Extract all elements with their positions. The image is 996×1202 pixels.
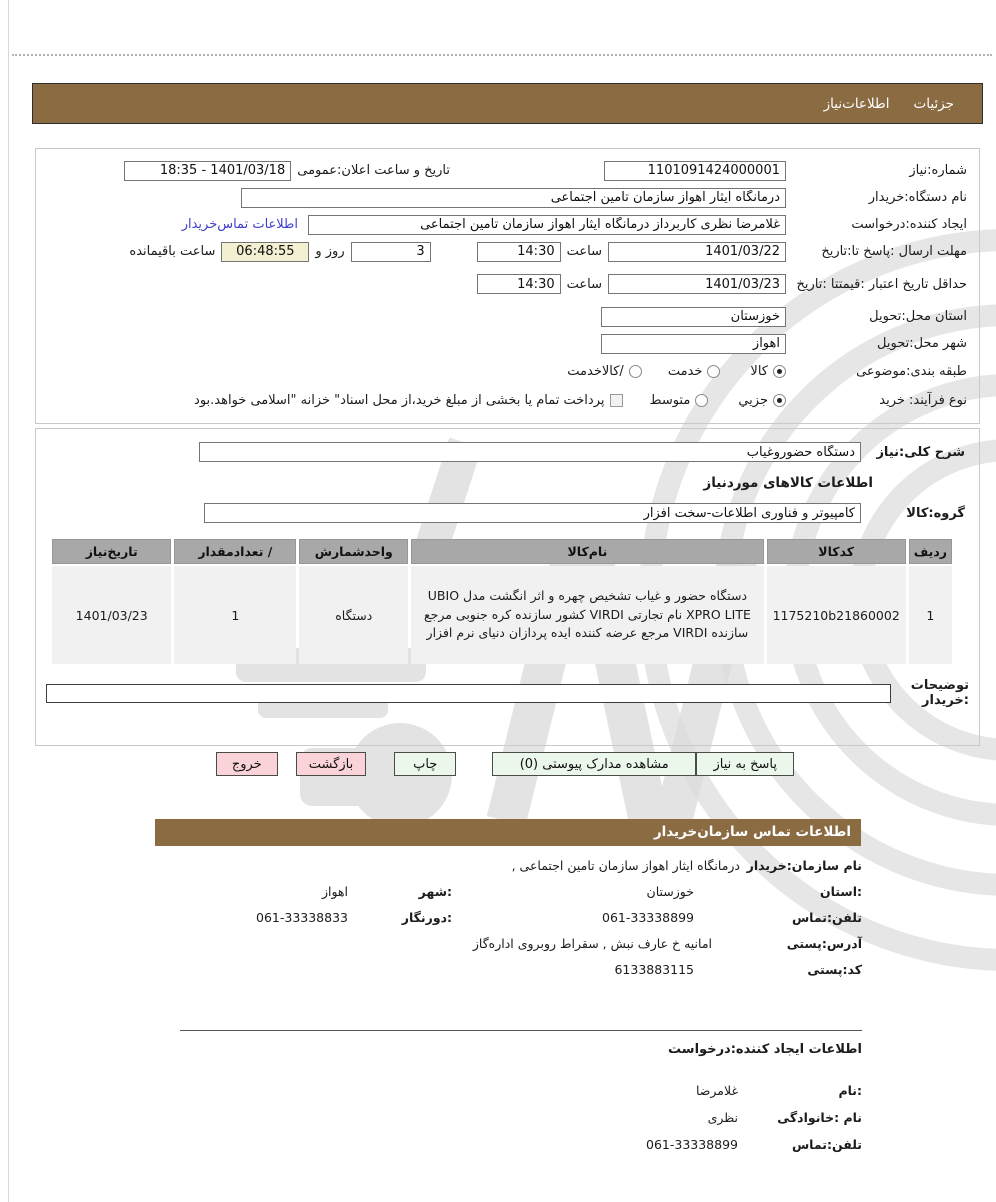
cell-quantity: 1 [174, 566, 296, 664]
reply-deadline-label: مهلت ارسال :پاسخ تا:تاریخ [821, 244, 967, 259]
row-process-type [36, 386, 979, 415]
creator-phone-label: تلفن:تماس [791, 1137, 862, 1152]
buyer-org-label: نام دستگاه:خریدار [868, 190, 967, 205]
zip-label: کد:پستی [807, 962, 862, 977]
radio-goods-service[interactable] [629, 365, 642, 378]
radio-goods[interactable] [773, 365, 786, 378]
header-item-name: نام‌کالا [411, 539, 763, 564]
option-goods [750, 364, 786, 379]
creator-row-first-name [432, 1083, 862, 1098]
table-row [52, 566, 952, 664]
delivery-city-input[interactable] [601, 334, 786, 354]
radio-service-label: خدمت [667, 364, 703, 379]
cell-row-number: 1 [909, 566, 952, 664]
contact-row-org [120, 858, 862, 873]
buyer-contact-link[interactable]: اطلاعات تماس‌خریدار [181, 217, 298, 232]
cell-item-code: 1175210b21860002 [767, 566, 906, 664]
validity-hour-label: ساعت [566, 276, 602, 292]
row-request-creator [36, 211, 979, 238]
page-left-border [8, 0, 9, 1202]
remaining-hours-label: ساعت باقیمانده [129, 244, 216, 259]
row-buyer-org [36, 184, 979, 211]
reply-to-need-button[interactable]: پاسخ به نیاز [696, 752, 794, 776]
phone-label: تلفن:تماس [791, 910, 862, 925]
fax-label: :دورنگار [401, 910, 452, 925]
row-delivery-province [36, 303, 979, 330]
request-creator-input[interactable] [308, 215, 786, 235]
radio-goods-service-label: /کالاخدمت [567, 364, 624, 379]
need-number-input[interactable] [604, 161, 786, 181]
phone-value: 061-33338899 [602, 910, 694, 925]
delivery-city-label: شهر محل:تحویل [877, 336, 967, 351]
first-name-value: غلامرضا [695, 1083, 738, 1098]
items-section-heading: اطلاعات کالاهای موردنیاز [703, 475, 873, 491]
cell-need-date: 1401/03/23 [52, 566, 171, 664]
view-attachments-button[interactable]: مشاهده مدارک پیوستی (0) [492, 752, 696, 776]
deadline-hour-label: ساعت [566, 244, 602, 259]
header-item-code: کدکالا [767, 539, 906, 564]
row-reply-deadline [36, 238, 979, 265]
creator-phone-value: 061-33338899 [646, 1137, 738, 1152]
creator-section-heading: اطلاعات ایجاد کننده:درخواست [668, 1042, 862, 1057]
cell-unit: دستگاه [299, 566, 408, 664]
row-need-number [36, 157, 979, 184]
contact-row-phone-fax [120, 910, 862, 925]
treasury-checkbox[interactable] [610, 394, 623, 407]
option-service [668, 364, 721, 379]
tab-need-info[interactable]: اطلاعات‌نیاز [823, 95, 890, 112]
price-validity-label: حداقل تاریخ اعتبار :قیمتتا :تاریخ [796, 276, 967, 292]
radio-medium-label: متوسط [649, 393, 691, 408]
subject-category-label: طبقه بندی:موضوعی [856, 364, 967, 379]
header-quantity: / تعدادمقدار [174, 539, 296, 564]
contact-row-address [120, 936, 862, 951]
delivery-province-input[interactable] [601, 307, 786, 327]
request-creator-label: ایجاد کننده:درخواست [851, 217, 967, 232]
need-summary-panel [35, 148, 980, 424]
buyer-contact-section [120, 858, 862, 988]
row-subject-category [36, 357, 979, 386]
need-description-input[interactable] [199, 442, 861, 462]
tab-details[interactable]: جزئیات [913, 95, 954, 112]
header-need-date: تاریخ‌نیاز [52, 539, 171, 564]
announce-label: تاریخ و ساعت اعلان:عمومی [297, 163, 450, 178]
address-label: آدرس:پستی [786, 936, 862, 951]
last-name-label: نام :خانوادگی [777, 1110, 862, 1125]
radio-medium[interactable] [695, 394, 708, 407]
process-type-label: نوع فرآیند: خرید [879, 393, 967, 408]
city-label: :شهر [418, 884, 452, 899]
last-name-value: نظری [707, 1110, 738, 1125]
cell-item-name: دستگاه حضور و غیاب تشخیص چهره و اثر انگشت مدل UBIO XPRO LITE نام تجارتی VIRDI کشور سازنده کره جنوبی مرجع سازنده VIRDI مرجع عرضه کننده ایده پردازان دنیای نرم افزار [411, 566, 763, 664]
row-goods-group [36, 503, 979, 523]
header-row-number: ردیف [909, 539, 952, 564]
need-number-label: شماره:نیاز [909, 163, 967, 178]
city-value: اهواز [321, 884, 348, 899]
items-table-header-row [52, 539, 952, 564]
row-need-description [36, 442, 979, 462]
address-value: امانیه خ عارف نبش , سقراط روبروی اداره‌گاز [472, 936, 712, 951]
fax-value: 061-33338833 [256, 910, 348, 925]
option-goods-service [567, 364, 642, 379]
treasury-note-label: پرداخت تمام یا بخشی از مبلغ خرید،از محل اسناد" خزانه "اسلامی خواهد.بود [194, 393, 605, 408]
announce-datetime-input[interactable] [124, 161, 291, 181]
tab-bar [32, 83, 983, 124]
header-unit: واحدشمارش [299, 539, 408, 564]
buyer-org-input[interactable] [241, 188, 786, 208]
radio-service[interactable] [707, 365, 720, 378]
org-name-value: درمانگاه ایثار اهواز سازمان تامین اجتماعی , [511, 858, 740, 873]
option-medium [649, 393, 708, 408]
validity-date-input[interactable] [608, 274, 786, 294]
delivery-province-label: استان محل:تحویل [869, 309, 967, 324]
contact-row-zip [120, 962, 862, 977]
need-items-panel [35, 428, 980, 746]
province-value: خوزستان [646, 884, 694, 899]
request-creator-section [432, 1042, 862, 1164]
items-table [49, 537, 955, 666]
option-minor [738, 393, 786, 408]
days-label: روز و [315, 244, 345, 259]
creator-row-last-name [432, 1110, 862, 1125]
print-button[interactable]: چاپ [394, 752, 456, 776]
row-buyer-notes [36, 678, 979, 708]
radio-minor-label: جزیي [738, 393, 768, 408]
need-description-label: شرح کلی:نیاز [876, 444, 965, 460]
remaining-days-input[interactable] [351, 242, 431, 262]
goods-group-input[interactable] [204, 503, 861, 523]
province-label: :استان [819, 884, 862, 899]
zip-value: 6133883115 [614, 962, 694, 977]
buyer-notes-label: توضیحات :خریدار [910, 678, 969, 708]
remaining-time-box [221, 242, 309, 262]
radio-goods-label: کالا [750, 364, 768, 379]
buyer-contact-header: اطلاعات تماس سازمان‌خریدار [155, 819, 861, 846]
validity-time-input[interactable] [477, 274, 561, 294]
top-dotted-divider [12, 54, 992, 56]
radio-minor[interactable] [773, 394, 786, 407]
row-price-validity [36, 265, 979, 303]
section-divider [180, 1030, 862, 1031]
creator-row-phone [432, 1137, 862, 1152]
row-delivery-city [36, 330, 979, 357]
back-button[interactable]: بازگشت [296, 752, 366, 776]
goods-group-label: گروه:کالا [906, 505, 965, 521]
action-button-row [0, 752, 996, 776]
option-treasury [194, 393, 623, 408]
first-name-label: :نام [838, 1083, 862, 1098]
exit-button[interactable]: خروج [216, 752, 278, 776]
deadline-time-input[interactable] [477, 242, 561, 262]
deadline-date-input[interactable] [608, 242, 786, 262]
org-name-label: نام سازمان:خریدار [746, 858, 862, 873]
buyer-notes-input[interactable] [46, 684, 891, 703]
contact-row-province-city [120, 884, 862, 899]
